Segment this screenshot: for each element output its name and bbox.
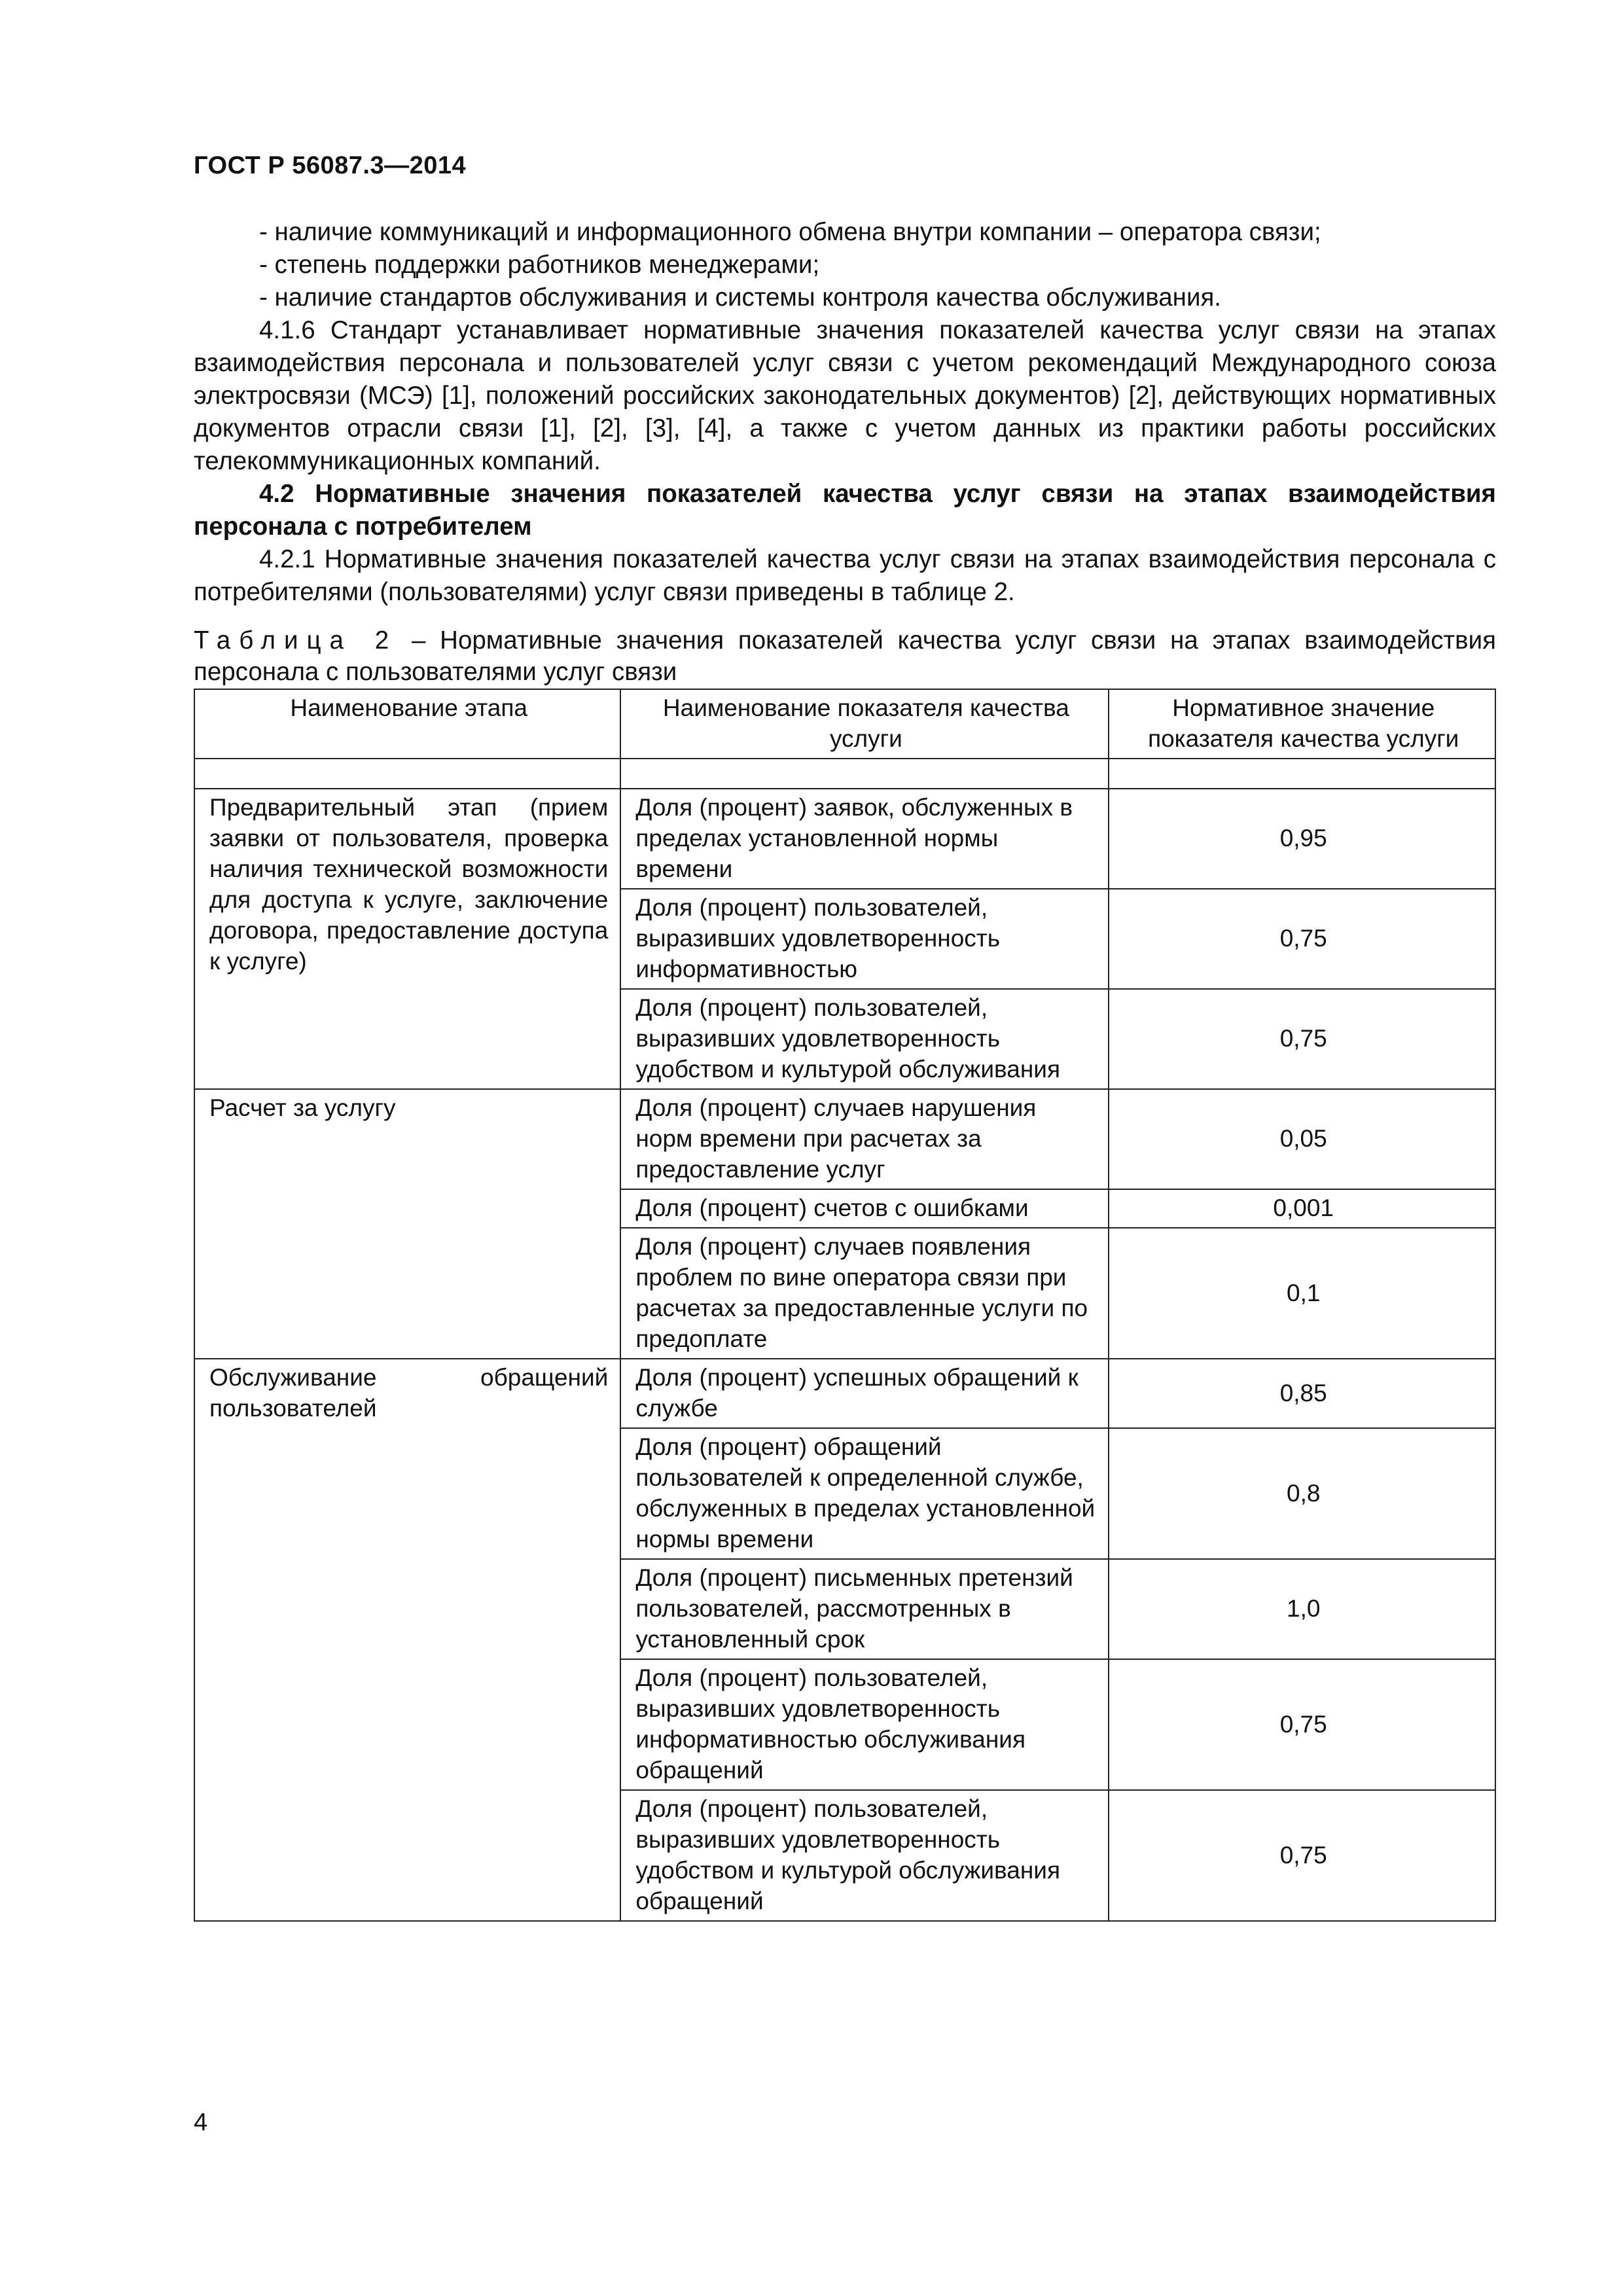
table-header-row [194,689,1495,759]
indicator-cell: Доля (процент) случаев нарушения норм времени при расчетах за предоставление услуг [620,1089,1109,1189]
value-cell: 0,8 [1109,1428,1495,1559]
body-text [194,216,1496,609]
table-caption [194,625,1496,688]
indicator-cell: Доля (процент) счетов с ошибками [620,1189,1109,1228]
indicator-cell: Доля (процент) успешных обращений к службе [620,1359,1109,1428]
indicator-cell: Доля (процент) пользователей, выразивших удовлетворенность удобством и культурой обслуживания [620,989,1109,1089]
value-cell: 0,75 [1109,989,1495,1089]
stage-cell: Обслуживание обращений пользователей [194,1359,620,1921]
value-cell: 0,85 [1109,1359,1495,1428]
indicator-cell: Доля (процент) случаев появления проблем по вине оператора связи при расчетах за предоставленные услуги по предоплате [620,1228,1109,1359]
value-cell: 0,001 [1109,1189,1495,1228]
indicator-cell: Доля (процент) заявок, обслуженных в пределах установленной нормы времени [620,789,1109,889]
bullet-item: - наличие коммуникаций и информационного обмена внутри компании – оператора связи; [259,218,1321,246]
header-stage: Наименование этапа [194,689,620,759]
page-number: 4 [194,2109,208,2136]
value-cell: 0,75 [1109,1659,1495,1790]
header-value: Нормативное значение показателя качества услуги [1109,689,1495,759]
table-row [194,789,1495,889]
paragraph-4-1-6: 4.1.6 Стандарт устанавливает нормативные значения показателей качества услуг связи на этапах взаимодействия персонала и пользователей услуг связи с учетом рекомендаций Международного союза электросвязи (МСЭ) [1], положений российских законодательных документов) [2], действующих нормативных документов отрасли связи [1], [2], [3], [4], а также с учетом данных из практики работы российских телекоммуникационных компаний. [194,316,1496,475]
paragraph-4-2-1: 4.2.1 Нормативные значения показателей качества услуг связи на этапах взаимодействия персонала с потребителями (пользователями) услуг связи приведены в таблице 2. [194,545,1496,606]
value-cell: 0,05 [1109,1089,1495,1189]
indicator-cell: Доля (процент) пользователей, выразивших удовлетворенность удобством и культурой обслуживания обращений [620,1790,1109,1921]
empty-cell [620,759,1109,789]
stage-cell: Расчет за услугу [194,1089,620,1359]
empty-cell [194,759,620,789]
indicator-cell: Доля (процент) пользователей, выразивших удовлетворенность информативностью [620,889,1109,989]
value-cell: 0,75 [1109,1790,1495,1921]
header-indicator: Наименование показателя качества услуги [620,689,1109,759]
bullet-item: - степень поддержки работников менеджерами; [259,251,820,279]
value-cell: 0,1 [1109,1228,1495,1359]
section-heading-4-2: 4.2 Нормативные значения показателей качества услуг связи на этапах взаимодействия персонала с потребителем [194,480,1496,541]
table-caption-text: – Нормативные значения показателей качества услуг связи на этапах взаимодействия персонала с пользователями услуг связи [194,626,1496,686]
indicator-cell: Доля (процент) обращений пользователей к определенной службе, обслуженных в пределах установленной нормы времени [620,1428,1109,1559]
table-row [194,1359,1495,1428]
bullet-item: - наличие стандартов обслуживания и системы контроля качества обслуживания. [259,283,1221,312]
empty-cell [1109,759,1495,789]
document-header: ГОСТ Р 56087.3—2014 [194,152,467,179]
value-cell: 0,75 [1109,889,1495,989]
indicator-cell: Доля (процент) пользователей, выразивших удовлетворенность информативностью обслуживания обращений [620,1659,1109,1790]
table-caption-prefix: Таблица 2 [194,626,398,655]
norms-table [194,689,1496,1922]
table-row [194,1089,1495,1189]
stage-cell: Предварительный этап (прием заявки от пользователя, проверка наличия технической возможности для доступа к услуге, заключение договора, предоставление доступа к услуге) [194,789,620,1089]
value-cell: 0,95 [1109,789,1495,889]
table-empty-row [194,759,1495,789]
indicator-cell: Доля (процент) письменных претензий пользователей, рассмотренных в установленный срок [620,1559,1109,1659]
value-cell: 1,0 [1109,1559,1495,1659]
